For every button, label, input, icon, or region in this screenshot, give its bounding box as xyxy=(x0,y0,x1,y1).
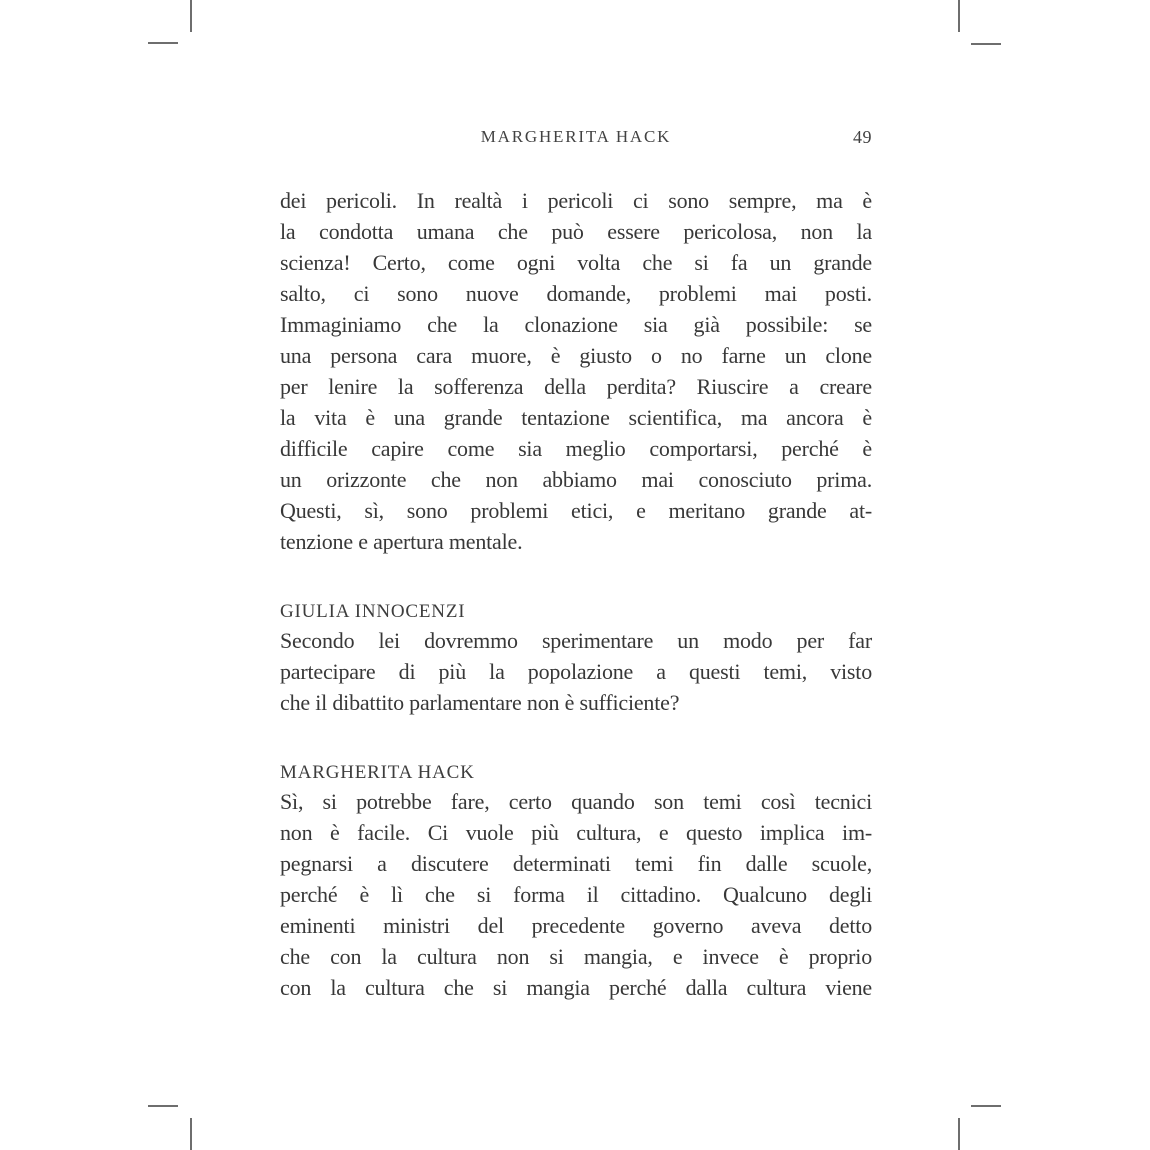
crop-mark-bottom-left-horizontal xyxy=(148,1105,178,1107)
paragraph xyxy=(280,185,872,557)
crop-mark-bottom-right-horizontal xyxy=(971,1105,1001,1107)
text-line: Immaginiamo che la clonazione sia già possibile: se xyxy=(280,312,872,337)
running-head-title: MARGHERITA HACK xyxy=(480,127,672,146)
text-line: eminenti ministri del precedente governo aveva detto xyxy=(280,913,872,938)
text-line: difficile capire come sia meglio comportarsi, perché è xyxy=(280,436,872,461)
text-line: pegnarsi a discutere determinati temi fin dalle scuole, xyxy=(280,851,872,876)
text-line: la vita è una grande tentazione scientifica, ma ancora è xyxy=(280,405,872,430)
text-line: dei pericoli. In realtà i pericoli ci sono sempre, ma è xyxy=(280,188,872,213)
text-line: Questi, sì, sono problemi etici, e meritano grande at- xyxy=(280,498,872,523)
text-line: Sì, si potrebbe fare, certo quando son temi così tecnici xyxy=(280,789,872,814)
text-line: con la cultura che si mangia perché dalla cultura viene xyxy=(280,975,872,1000)
crop-mark-top-right-vertical xyxy=(958,0,960,32)
text-line: perché è lì che si forma il cittadino. Qualcuno degli xyxy=(280,882,872,907)
text-line: scienza! Certo, come ogni volta che si fa un grande xyxy=(280,250,872,275)
crop-mark-bottom-left-vertical xyxy=(190,1118,192,1150)
running-head xyxy=(280,127,872,147)
text-line: salto, ci sono nuove domande, problemi mai posti. xyxy=(280,281,872,306)
text-line: che con la cultura non si mangia, e invece è proprio xyxy=(280,944,872,969)
text-line: un orizzonte che non abbiamo mai conosciuto prima. xyxy=(280,467,872,492)
text-line: la condotta umana che può essere pericolosa, non la xyxy=(280,219,872,244)
speaker-label: MARGHERITA HACK xyxy=(280,762,475,783)
content xyxy=(280,185,872,1003)
text-line: che il dibattito parlamentare non è sufficiente? xyxy=(280,690,680,715)
crop-mark-top-left-vertical xyxy=(190,0,192,32)
text-line: partecipare di più la popolazione a questi temi, visto xyxy=(280,659,872,684)
text-line: Secondo lei dovremmo sperimentare un modo per far xyxy=(280,628,872,653)
page-number: 49 xyxy=(853,127,872,147)
paragraph xyxy=(280,786,872,1003)
text-line: per lenire la sofferenza della perdita? Riuscire a creare xyxy=(280,374,872,399)
paragraph xyxy=(280,625,872,718)
text-line: non è facile. Ci vuole più cultura, e questo implica im- xyxy=(280,820,872,845)
page-body xyxy=(280,0,872,1003)
speaker-label: GIULIA INNOCENZI xyxy=(280,601,466,622)
text-line: una persona cara muore, è giusto o no farne un clone xyxy=(280,343,872,368)
text-line: tenzione e apertura mentale. xyxy=(280,529,523,554)
crop-mark-top-left-horizontal xyxy=(148,42,178,44)
crop-mark-top-right-horizontal xyxy=(971,43,1001,45)
crop-mark-bottom-right-vertical xyxy=(958,1118,960,1150)
